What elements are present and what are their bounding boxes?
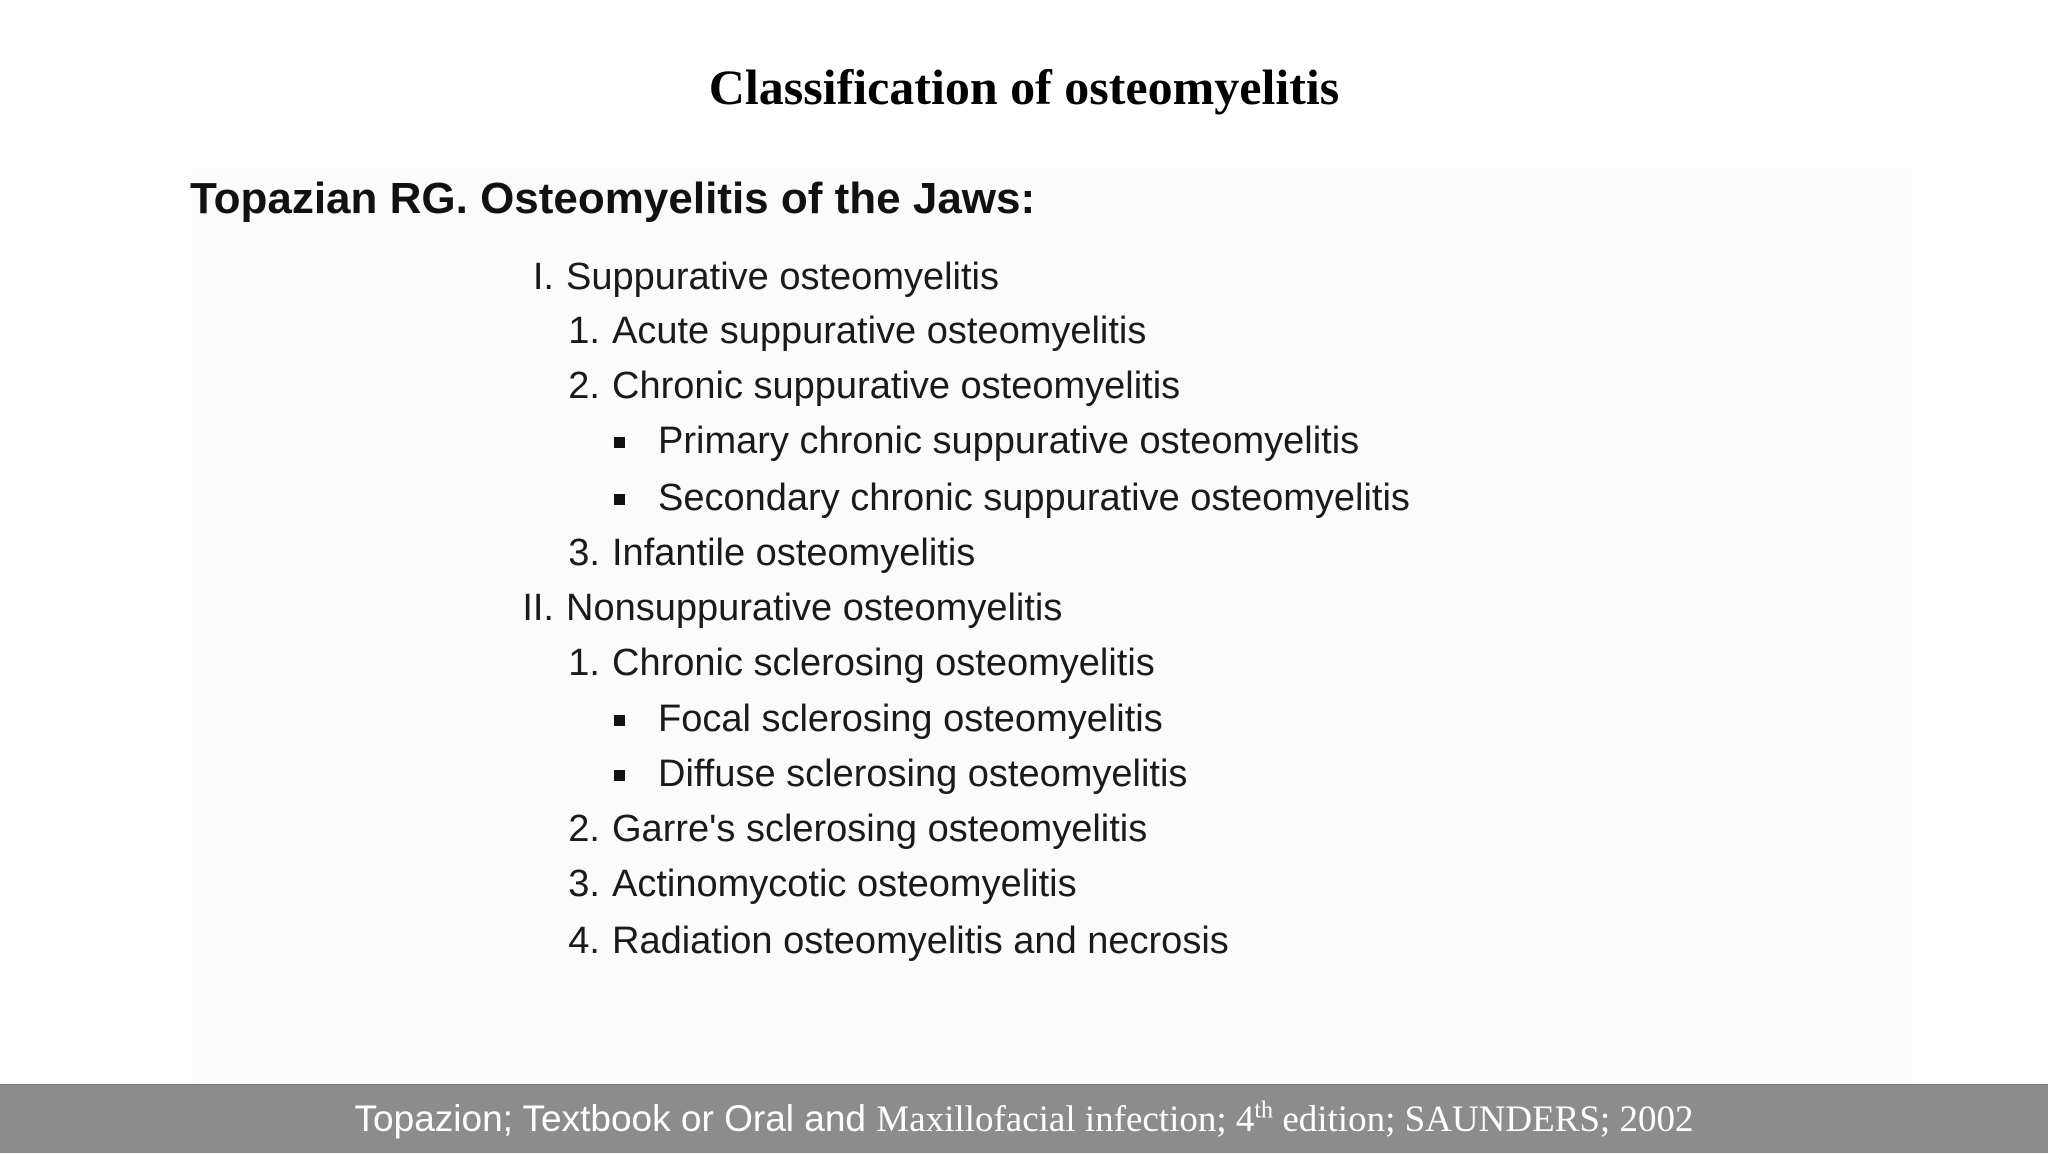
outline-item-level-2 — [0, 696, 2048, 742]
footer-citation — [0, 1084, 2048, 1153]
outline-item-level-1 — [0, 640, 2048, 686]
outline-marker: 1. — [568, 310, 600, 352]
outline-marker: II. — [522, 587, 554, 629]
outline-item-level-0 — [0, 254, 2048, 300]
square-bullet-icon — [614, 437, 625, 448]
slide-title: Classification of osteomyelitis — [708, 59, 1340, 115]
outline-text: Chronic sclerosing osteomyelitis — [612, 642, 1155, 684]
panel-heading: Topazian RG. Osteomyelitis of the Jaws: — [190, 174, 1036, 223]
footer-superscript: th — [1254, 1097, 1274, 1124]
outline-item-level-2 — [0, 418, 2048, 464]
outline-item-level-1 — [0, 530, 2048, 576]
outline-item-level-1 — [0, 918, 2048, 964]
outline-text: Infantile osteomyelitis — [612, 532, 976, 574]
outline-item-level-1 — [0, 308, 2048, 354]
outline-text: Nonsuppurative osteomyelitis — [566, 587, 1063, 629]
outline-item-level-1 — [0, 861, 2048, 907]
outline-text: Focal sclerosing osteomyelitis — [658, 698, 1163, 740]
outline-text: Garre's sclerosing osteomyelitis — [612, 808, 1148, 850]
square-bullet-icon — [614, 494, 625, 505]
outline-item-level-2 — [0, 751, 2048, 797]
outline-marker: 4. — [568, 920, 600, 962]
square-bullet-icon — [614, 770, 625, 781]
footer-citation-part1: Topazion; Textbook or Oral and — [354, 1098, 877, 1139]
outline-marker: I. — [532, 256, 554, 298]
footer-citation-part3: edition; SAUNDERS; 2002 — [1273, 1099, 1694, 1140]
outline-text: Suppurative osteomyelitis — [566, 256, 999, 298]
outline-item-level-0 — [0, 585, 2048, 631]
outline-item-level-1 — [0, 363, 2048, 409]
outline-marker: 1. — [568, 642, 600, 684]
outline-marker: 3. — [568, 863, 600, 905]
outline-text: Chronic suppurative osteomyelitis — [612, 365, 1181, 407]
outline-marker: 2. — [568, 808, 600, 850]
outline-marker: 2. — [568, 365, 600, 407]
outline-text: Radiation osteomyelitis and necrosis — [612, 920, 1229, 962]
footer-citation-part2: Maxillofacial infection; 4 — [876, 1099, 1255, 1140]
outline-item-level-2 — [0, 475, 2048, 521]
outline-text: Diffuse sclerosing osteomyelitis — [658, 753, 1188, 795]
outline-text: Acute suppurative osteomyelitis — [612, 310, 1147, 352]
outline-text: Actinomycotic osteomyelitis — [612, 863, 1077, 905]
outline-text: Primary chronic suppurative osteomyelitis — [658, 420, 1360, 462]
square-bullet-icon — [614, 715, 625, 726]
outline-text: Secondary chronic suppurative osteomyelitis — [658, 477, 1410, 519]
outline-marker: 3. — [568, 532, 600, 574]
outline-item-level-1 — [0, 806, 2048, 852]
